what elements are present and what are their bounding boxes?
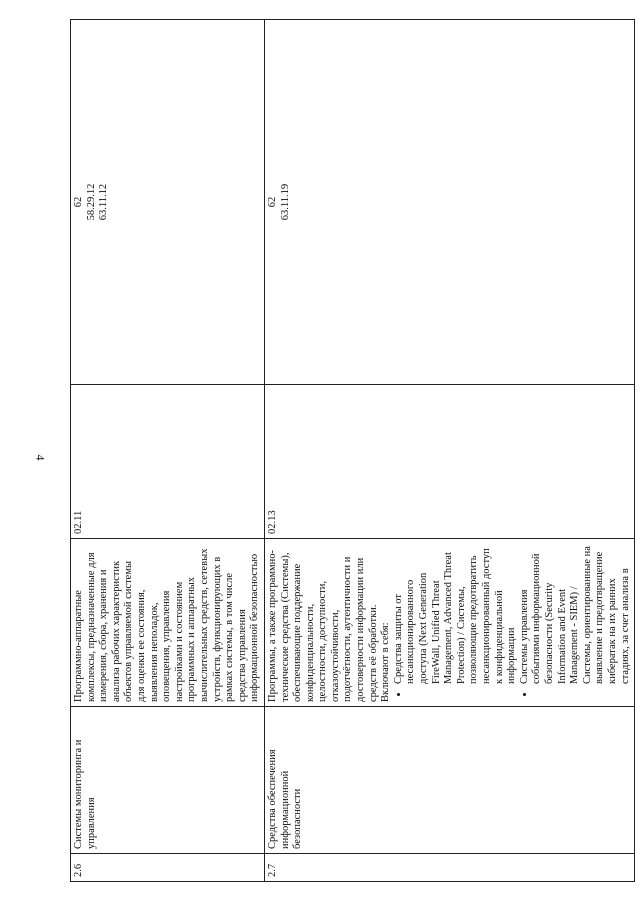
okved-code: 63.11.12 (98, 183, 110, 221)
row-name: Системы мониторинга и управления (71, 707, 265, 854)
okved-code: 58.29.12 (85, 183, 97, 221)
table-row (264, 20, 634, 882)
page-number: 4 (33, 454, 48, 461)
includes-list (393, 543, 632, 702)
description-includes: Включают в себя: (380, 622, 392, 702)
row-description (264, 539, 634, 707)
row-okved (71, 20, 265, 385)
description-intro: Программы, а также программно-технические средства (Системы), обеспечивающие поддержание конфиденциальности, целостности, доступности, отказоустойчивости, подотчётности, аутентичности и достоверности информации или средств её обработки. (266, 549, 379, 702)
classifier-table (70, 19, 635, 882)
list-item: • Средства защиты от несанкционированного доступа (Next Generation FireWall, Unified Threat Management, Advanced Threat Protection) / Системы, позволяющие предотвратить несанкционированный доступ к конфиденциальной информации (393, 543, 519, 684)
table-row (71, 20, 265, 882)
row-number: 2.6 (71, 854, 265, 882)
list-item: • Системы управления событиями информационной безопасности (Security Information and Event Management - SIEM) / Системы, ориентированные на выявление и предотвращение кибератак на их ранних стадиях, за счет анализа в (519, 543, 632, 684)
row-description: Программно-аппаратные комплексы, предназначенные для измерения, сбора, хранения и анализа рабочих характеристик объектов управляемой системы для оценки ее состояния, выявления неполадок, оповещения, управления настройками и состоянием программных и аппаратных вычислительных средств, сетевых устройств, функционирующих в рамках системы, в том числе средства управления информационной безопасностью (71, 539, 265, 707)
okved-code: 63.11.19 (279, 183, 291, 221)
row-code: 02.13 (264, 385, 634, 539)
okved-code: 62 (266, 196, 278, 208)
okved-code: 62 (73, 196, 84, 208)
row-name: Средства обеспечения информационной безопасности (264, 707, 634, 854)
rotated-page (70, 20, 631, 882)
row-okved (264, 20, 634, 385)
row-number: 2.7 (264, 854, 634, 882)
table-container (70, 20, 631, 882)
row-code: 02.11 (71, 385, 265, 539)
